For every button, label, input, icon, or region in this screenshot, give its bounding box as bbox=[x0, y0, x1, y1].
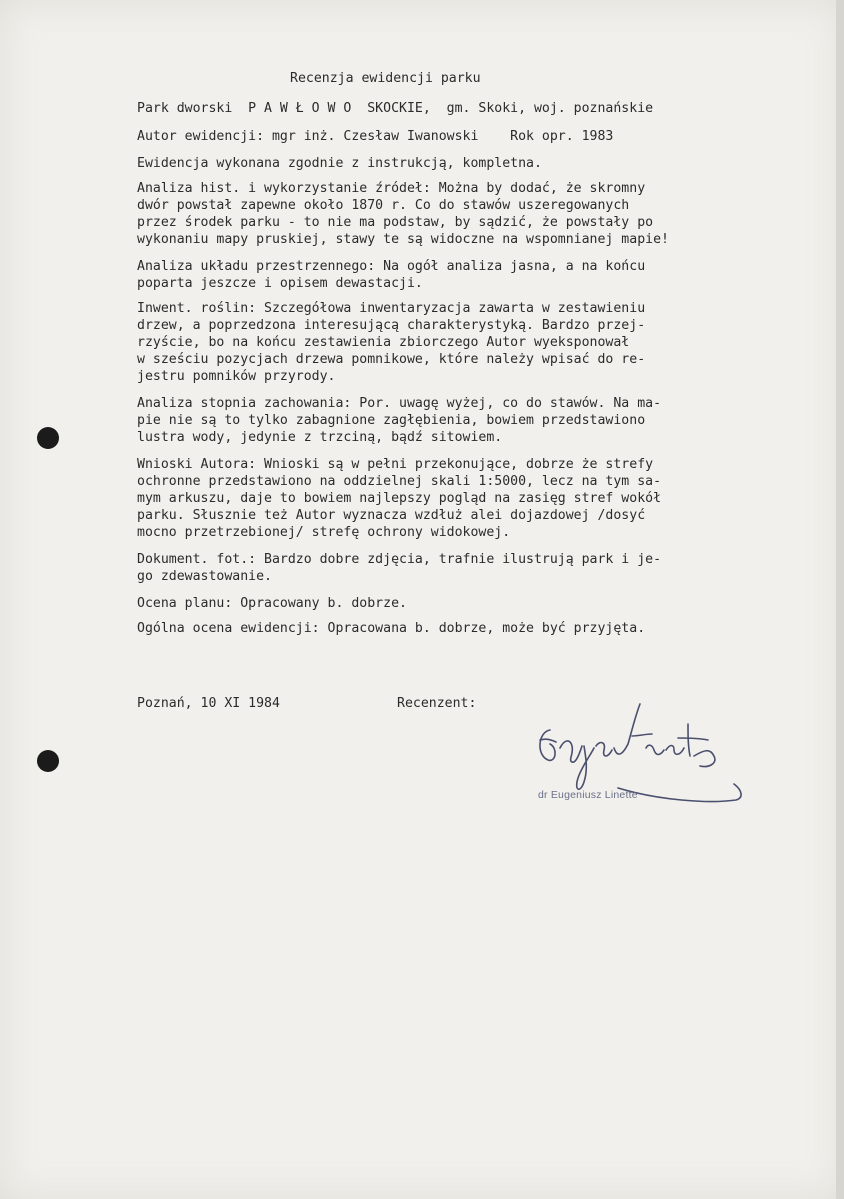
document-title: Recenzja ewidencji parku bbox=[290, 71, 481, 86]
photo-documentation-line: Dokument. fot.: Bardzo dobre zdjęcia, trafnie ilustrują park i je- bbox=[137, 552, 662, 567]
photo-documentation-line: go zdewastowanie. bbox=[137, 569, 272, 584]
place-date: Poznań, 10 XI 1984 bbox=[137, 696, 280, 711]
author-line: Autor ewidencji: mgr inż. Czesław Iwanowski Rok opr. 1983 bbox=[137, 129, 614, 144]
punch-hole-bottom bbox=[37, 750, 59, 772]
park-line: Park dworski P A W Ł O W O SKOCKIE, gm. Skoki, woj. poznańskie bbox=[137, 101, 654, 116]
preservation-analysis-line: Analiza stopnia zachowania: Por. uwagę wyżej, co do stawów. Na ma- bbox=[137, 396, 662, 411]
punch-hole-top bbox=[37, 427, 59, 449]
completeness-line: Ewidencja wykonana zgodnie z instrukcją, kompletna. bbox=[137, 156, 542, 171]
history-analysis-line: Analiza hist. i wykorzystanie źródeł: Można by dodać, że skromny bbox=[137, 181, 646, 196]
history-analysis-line: wykonaniu mapy pruskiej, stawy te są widoczne na wspomnianej mapie! bbox=[137, 232, 669, 247]
plant-inventory-line: drzew, a poprzedzona interesującą charakterystyką. Bardzo przej- bbox=[137, 318, 646, 333]
spatial-analysis-line: Analiza układu przestrzennego: Na ogół analiza jasna, a na końcu bbox=[137, 259, 646, 274]
overall-assessment-line: Ogólna ocena ewidencji: Opracowana b. dobrze, może być przyjęta. bbox=[137, 621, 646, 636]
plant-inventory-line: rzyście, bo na końcu zestawienia zbiorczego Autor wyeksponował bbox=[137, 335, 630, 350]
history-analysis-line: dwór powstał zapewne około 1870 r. Co do stawów uszeregowanych bbox=[137, 198, 630, 213]
page-edge bbox=[836, 0, 844, 1199]
spatial-analysis-line: poparta jeszcze i opisem dewastacji. bbox=[137, 276, 423, 291]
reviewer-name-stamp: dr Eugeniusz Linette bbox=[538, 788, 638, 801]
reviewer-label: Recenzent: bbox=[397, 696, 477, 711]
conclusions-line: ochronne przedstawiono na oddzielnej skali 1:5000, lecz na tym sa- bbox=[137, 474, 662, 489]
plant-inventory-line: w sześciu pozycjach drzewa pomnikowe, które należy wpisać do re- bbox=[137, 352, 646, 367]
conclusions-line: parku. Słusznie też Autor wyznacza wzdłuż alei dojazdowej /dosyć bbox=[137, 508, 646, 523]
plant-inventory-line: Inwent. roślin: Szczegółowa inwentaryzacja zawarta w zestawieniu bbox=[137, 301, 646, 316]
conclusions-line: mym arkuszu, daje to bowiem najlepszy pogląd na zasięg stref wokół bbox=[137, 491, 662, 506]
preservation-analysis-line: pie nie są to tylko zabagnione zagłębienia, bowiem przedstawiono bbox=[137, 413, 646, 428]
preservation-analysis-line: lustra wody, jedynie z trzciną, bądź sitowiem. bbox=[137, 430, 503, 445]
conclusions-line: Wnioski Autora: Wnioski są w pełni przekonujące, dobrze że strefy bbox=[137, 457, 654, 472]
history-analysis-line: przez środek parku - to nie ma podstaw, by sądzić, że powstały po bbox=[137, 215, 654, 230]
plan-assessment-line: Ocena planu: Opracowany b. dobrze. bbox=[137, 596, 407, 611]
plant-inventory-line: jestru pomników przyrody. bbox=[137, 369, 336, 384]
conclusions-line: mocno przetrzebionej/ strefę ochrony widokowej. bbox=[137, 525, 511, 540]
